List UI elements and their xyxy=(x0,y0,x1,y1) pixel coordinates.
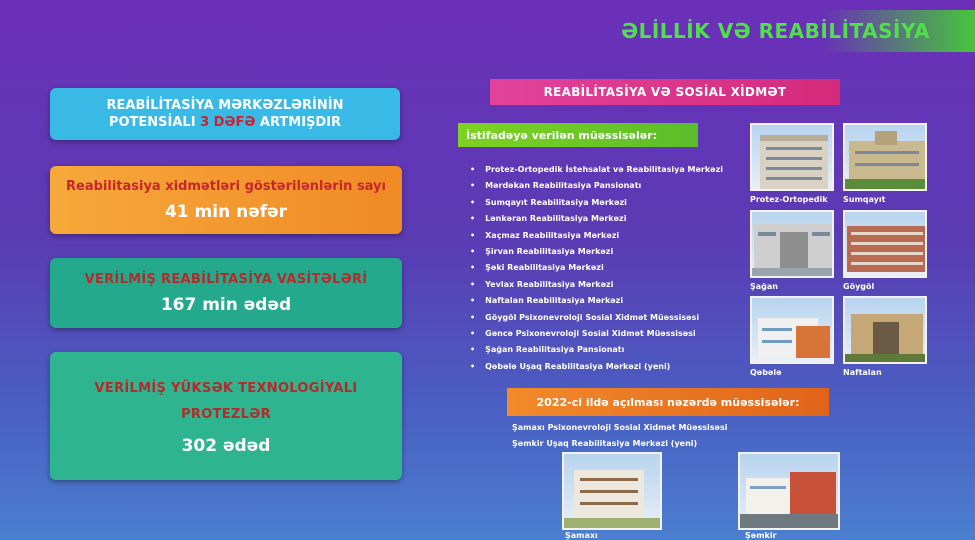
photo-qebele xyxy=(750,296,834,364)
list-item: Şəmkir Uşaq Reabilitasiya Mərkəzi (yeni) xyxy=(512,439,698,448)
planned-label: 2022-ci ildə açılması nəzərdə müəssisələr: xyxy=(507,388,829,416)
caption-qebele: Qəbələ xyxy=(750,368,782,377)
photo-semkir xyxy=(738,452,840,530)
potential-card xyxy=(50,88,400,140)
page-title: ƏLİLLİK VƏ REABİLİTASİYA xyxy=(621,19,930,43)
potential-line-2 xyxy=(109,114,341,131)
means-card xyxy=(50,258,402,328)
services-label: Reabilitasiya xidmətləri göstərilənlərin sayı xyxy=(66,178,386,194)
prosthesis-value: 302 ədəd xyxy=(181,436,271,456)
caption-goygol: Göygöl xyxy=(843,282,875,291)
photo-samaxi xyxy=(562,452,662,530)
page-title-banner xyxy=(595,10,975,52)
section-header: REABİLİTASİYA VƏ SOSİAL XİDMƏT xyxy=(490,79,840,105)
potential-text-a: POTENSİALI xyxy=(108,115,196,130)
prosthesis-card xyxy=(50,352,402,480)
caption-protez-ortopedik: Protez-Ortopedik xyxy=(750,195,828,204)
list-item: • Mərdəkan Reabilitasiya Pansionatı xyxy=(470,178,745,194)
list-item: • Gəncə Psixonevroloji Sosial Xidmət Müəssisəsi xyxy=(470,326,745,342)
photo-protez-ortopedik xyxy=(750,123,834,191)
means-value: 167 min ədəd xyxy=(160,294,292,315)
list-item: • Protez-Ortopedik İstehsalat və Reabilitasiya Mərkəzi xyxy=(470,162,745,178)
list-item: • Sumqayıt Reabilitasiya Mərkəzi xyxy=(470,195,745,211)
potential-text-c: ARTMIŞDIR xyxy=(259,115,342,130)
potential-line-1: REABİLİTASİYA MƏRKƏZLƏRİNİN xyxy=(106,98,344,113)
photo-goygol xyxy=(843,210,927,278)
planned-list xyxy=(512,420,727,452)
prosthesis-label-2: PROTEZLƏR xyxy=(181,407,271,422)
caption-semkir: Şəmkir xyxy=(745,531,777,540)
list-item: • Naftalan Reabilitasiya Mərkəzi xyxy=(470,293,745,309)
list-item: Şamaxı Psixonevroloji Sosial Xidmət Müəssisəsi xyxy=(512,423,728,432)
list-item: • Şirvan Reabilitasiya Mərkəzi xyxy=(470,244,745,260)
prosthesis-label-1: VERİLMİŞ YÜKSƏK TEXNOLOGİYALI xyxy=(94,381,358,396)
list-item: • Xaçmaz Reabilitasiya Mərkəzi xyxy=(470,228,745,244)
list-item: • Şağan Reabilitasiya Pansionatı xyxy=(470,342,745,358)
list-item: • Göygöl Psixonevroloji Sosial Xidmət Müəssisəsi xyxy=(470,310,745,326)
institution-list xyxy=(470,162,745,375)
photo-sagan xyxy=(750,210,834,278)
potential-highlight: 3 DƏFƏ xyxy=(200,115,256,130)
list-item: • Lənkəran Reabilitasiya Mərkəzi xyxy=(470,211,745,227)
caption-sagan: Şağan xyxy=(750,282,778,291)
list-item: • Yevlax Reabilitasiya Mərkəzi xyxy=(470,277,745,293)
list-item: • Qəbələ Uşaq Reabilitasiya Mərkəzi (yeni) xyxy=(470,359,745,375)
list-item: • Şəki Reabilitasiya Mərkəzi xyxy=(470,260,745,276)
caption-naftalan: Naftalan xyxy=(843,368,882,377)
means-label: VERİLMİŞ REABİLİTASİYA VASİTƏLƏRİ xyxy=(84,271,368,287)
caption-samaxi: Şamaxı xyxy=(565,531,598,540)
caption-sumqayit: Sumqayıt xyxy=(843,195,886,204)
photo-sumqayit xyxy=(843,123,927,191)
in-use-label: İstifadəyə verilən müəssisələr: xyxy=(458,123,698,147)
photo-naftalan xyxy=(843,296,927,364)
services-value: 41 min nəfər xyxy=(164,201,288,222)
services-card xyxy=(50,166,402,234)
